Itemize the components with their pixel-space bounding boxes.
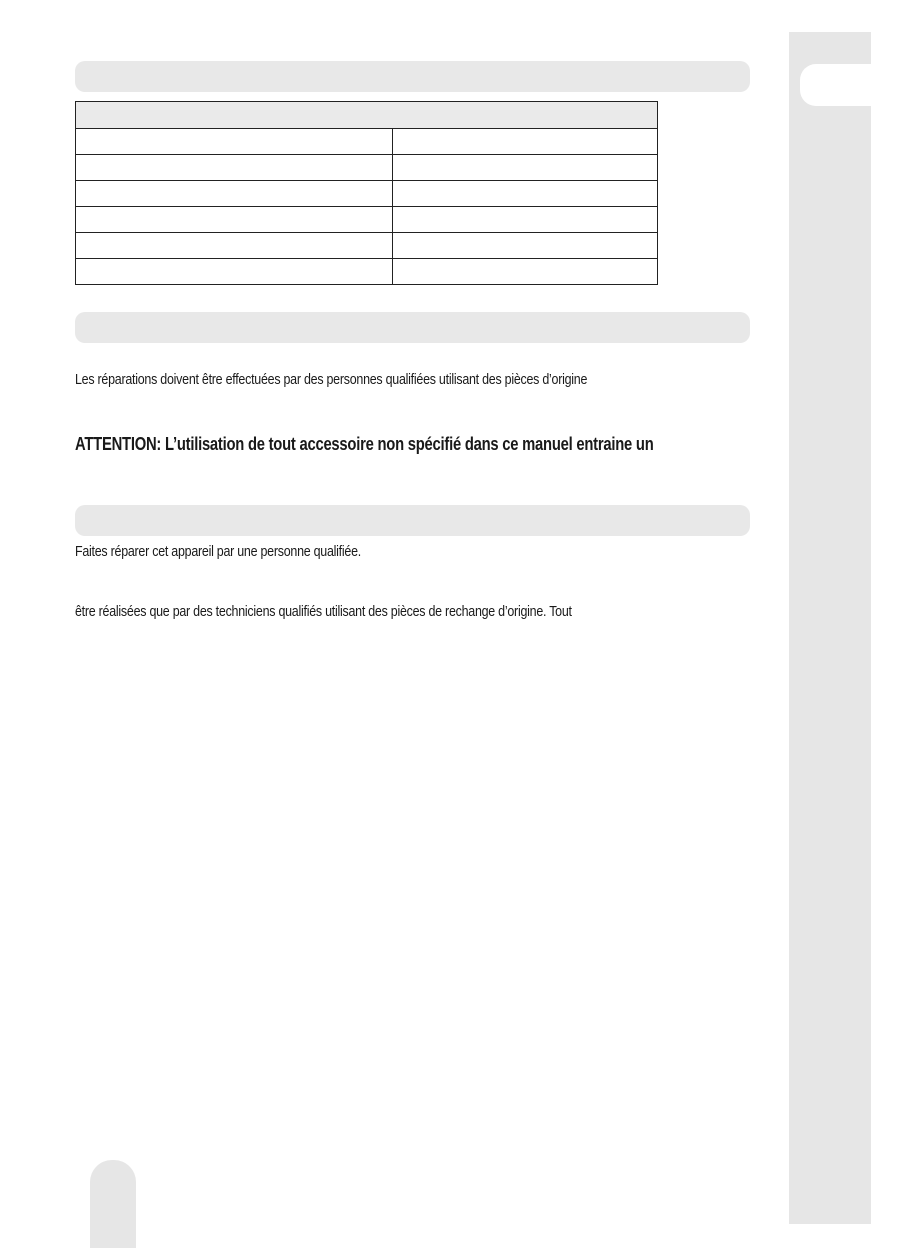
table-header-cell: [76, 102, 658, 129]
table-row: [76, 129, 658, 155]
table-cell: [393, 155, 658, 181]
table-cell: [393, 207, 658, 233]
side-thumb-tab: [800, 64, 871, 106]
table-cell: [393, 259, 658, 285]
table-cell: [76, 155, 393, 181]
repairs-paragraph: Les réparations doivent être effectuées par des personnes qualifiées utilisant des pièces d’origine: [75, 372, 588, 388]
spec-table: [75, 101, 658, 285]
table-row: [76, 155, 658, 181]
table-row: [76, 181, 658, 207]
section-header-bar-specs: [75, 61, 750, 92]
table-row: [76, 207, 658, 233]
technicians-paragraph: être réalisées que par des techniciens qualifiés utilisant des pièces de rechange d’origine. Tout: [75, 604, 572, 620]
table-cell: [393, 233, 658, 259]
table-cell: [76, 181, 393, 207]
table-cell: [76, 259, 393, 285]
table-cell: [76, 207, 393, 233]
table-cell: [76, 129, 393, 155]
table-row: [76, 233, 658, 259]
side-margin-strip: [789, 32, 871, 1224]
qualified-person-paragraph: Faites réparer cet appareil par une personne qualifiée.: [75, 544, 361, 560]
table-cell: [76, 233, 393, 259]
table-cell: [393, 129, 658, 155]
table-cell: [393, 181, 658, 207]
table-row: [76, 259, 658, 285]
page-number-tab: [90, 1160, 136, 1248]
attention-warning: ATTENTION: L’utilisation de tout accessoire non spécifié dans ce manuel entraine un: [75, 433, 654, 454]
section-header-bar-service: [75, 505, 750, 536]
section-header-bar-repairs: [75, 312, 750, 343]
table-header-row: [76, 102, 658, 129]
